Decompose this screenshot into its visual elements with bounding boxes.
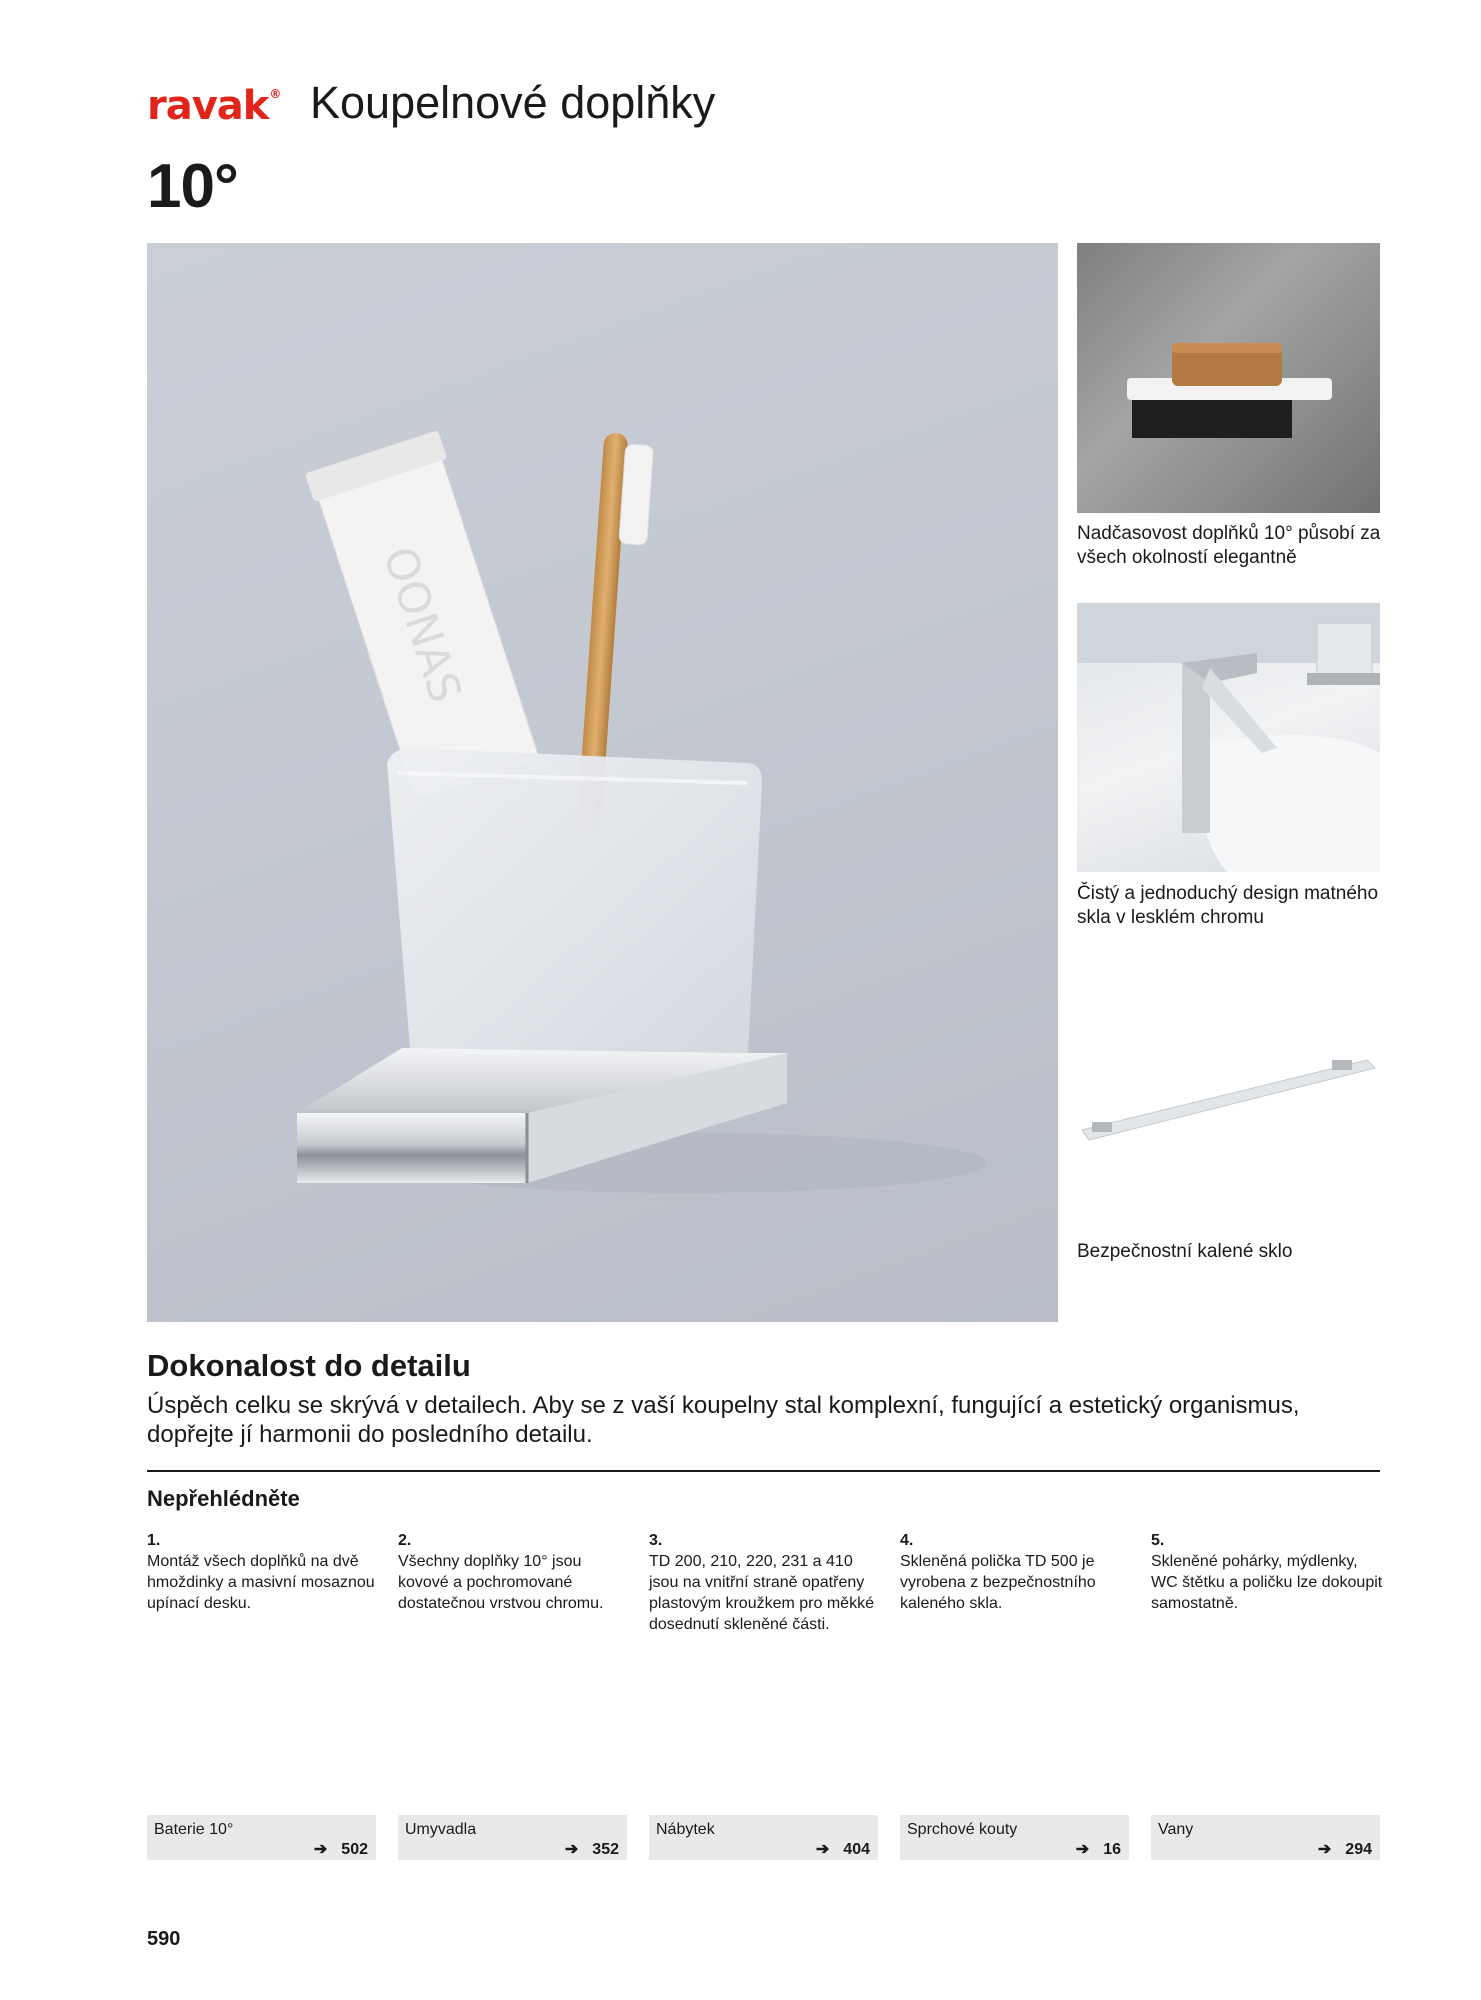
registered-mark: ®: [269, 87, 281, 101]
crossref-sprchove-kouty[interactable]: [900, 1815, 1129, 1860]
crossref-label: Nábytek: [656, 1821, 715, 1838]
glass-shelf-photo: [1077, 1040, 1380, 1170]
arrow-right-icon: ➔: [564, 1841, 579, 1858]
faucet-photo: [1077, 603, 1380, 872]
crossref-label: Sprchové kouty: [907, 1821, 1018, 1838]
crossref-page: 352: [592, 1841, 619, 1858]
crossref-nabytek[interactable]: [649, 1815, 878, 1860]
note-1: [147, 1530, 383, 1614]
crossref-umyvadla[interactable]: [398, 1815, 627, 1860]
series-name: 10°: [147, 152, 238, 221]
note-text: TD 200, 210, 220, 231 a 410 jsou na vnitřní straně opatřeny plastovým kroužkem pro měkké dosednutí skleněné části.: [649, 1553, 874, 1633]
crossref-page: 404: [843, 1841, 870, 1858]
section-text: Úspěch celku se skrývá v detailech. Aby se z vaší koupelny stal komplexní, fungující a estetický organismus, dopřejte jí harmonii do posledního detailu.: [147, 1392, 1300, 1448]
soap-dish-photo: [1077, 243, 1380, 513]
side-caption-2: Čistý a jednoduchý design matného skla v lesklém chromu: [1077, 883, 1379, 928]
notes-heading: Nepřehlédněte: [147, 1486, 300, 1511]
soap-dish-illustration: [1077, 243, 1380, 513]
note-text: Všechny doplňky 10° jsou kovové a pochromované dostatečnou vrstvou chromu.: [398, 1553, 604, 1612]
arrow-right-icon: ➔: [1317, 1841, 1332, 1858]
crossref-page: 294: [1345, 1841, 1372, 1858]
svg-text:OONAS: OONAS: [372, 540, 471, 709]
crossref-page: 16: [1103, 1841, 1121, 1858]
tumbler-holder-illustration: [147, 243, 1058, 1322]
note-number: 2.: [398, 1532, 412, 1549]
note-3: [649, 1530, 885, 1635]
note-4: [900, 1530, 1136, 1614]
arrow-right-icon: ➔: [815, 1841, 830, 1858]
note-5: [1151, 1530, 1387, 1614]
faucet-illustration: [1077, 603, 1380, 872]
crossref-label: Baterie 10°: [154, 1821, 234, 1838]
section-title: Dokonalost do detailu: [147, 1348, 471, 1383]
page-number: 590: [147, 1928, 181, 1950]
glass-shelf-illustration: [1077, 1040, 1380, 1170]
side-caption-3: Bezpečnostní kalené sklo: [1077, 1241, 1293, 1262]
note-number: 3.: [649, 1532, 663, 1549]
crossref-page: 502: [341, 1841, 368, 1858]
brand-name: ravak: [147, 83, 269, 129]
note-text: Skleněné pohárky, mýdlenky, WC štětku a poličku lze dokoupit samostatně.: [1151, 1553, 1383, 1612]
arrow-right-icon: ➔: [1075, 1841, 1090, 1858]
ravak-logo: [147, 83, 281, 129]
crossref-vany[interactable]: [1151, 1815, 1380, 1860]
crossref-baterie[interactable]: [147, 1815, 376, 1860]
note-number: 1.: [147, 1532, 161, 1549]
note-text: Montáž všech doplňků na dvě hmoždinky a masivní mosaznou upínací desku.: [147, 1553, 375, 1612]
crossref-label: Vany: [1158, 1821, 1194, 1838]
main-product-photo: [147, 243, 1058, 1322]
page-title: Koupelnové doplňky: [310, 77, 716, 128]
arrow-right-icon: ➔: [313, 1841, 328, 1858]
note-2: [398, 1530, 634, 1614]
note-number: 4.: [900, 1532, 914, 1549]
side-caption-1: Nadčasovost doplňků 10° působí za všech okolností elegantně: [1077, 523, 1381, 568]
note-text: Skleněná polička TD 500 je vyrobena z bezpečnostního kaleného skla.: [900, 1553, 1096, 1612]
crossref-label: Umyvadla: [405, 1821, 477, 1838]
divider: [147, 1470, 1380, 1472]
note-number: 5.: [1151, 1532, 1165, 1549]
